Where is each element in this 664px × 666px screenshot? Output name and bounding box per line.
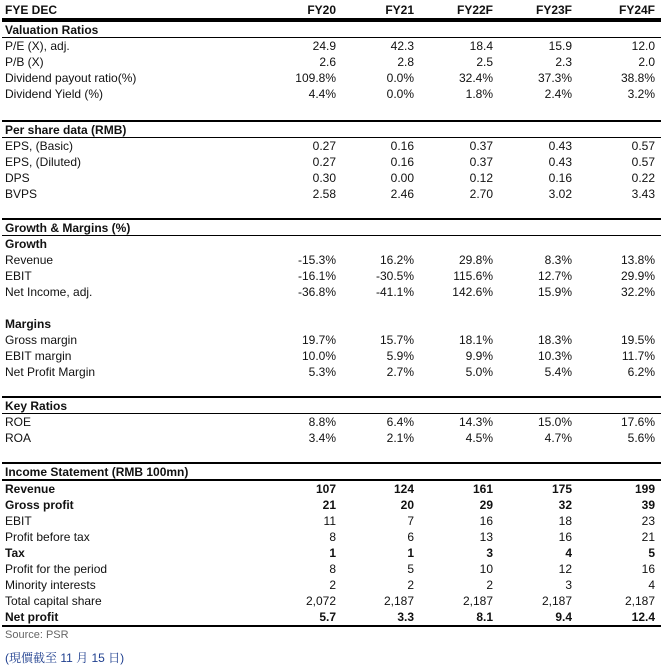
row-label: Net Profit Margin [5, 365, 96, 379]
value-fy21: 5.9% [386, 349, 414, 363]
table-row [2, 284, 661, 300]
table-row [2, 481, 661, 497]
value-fy24f: 0.57 [631, 155, 655, 169]
value-fy23f: 32 [558, 498, 572, 512]
value-fy24f: 16 [641, 562, 655, 576]
value-fy22f: 1.8% [465, 87, 493, 101]
value-fy20: 109.8% [295, 71, 336, 85]
value-fy21: 42.3 [390, 39, 414, 53]
subsection-label-row [2, 316, 661, 332]
value-fy24f: 3.2% [627, 87, 655, 101]
value-fy24f: 5.6% [627, 431, 655, 445]
value-fy22f: 32.4% [458, 71, 493, 85]
value-fy21: 2.46 [390, 187, 414, 201]
row-label: Profit for the period [5, 562, 108, 576]
section-3 [2, 396, 661, 446]
value-fy24f: 17.6% [620, 415, 655, 429]
row-label: EPS, (Diluted) [5, 155, 82, 169]
price-date-note: (現價截至 11 月 15 日) [5, 651, 125, 665]
value-fy20: -15.3% [297, 253, 336, 267]
table-row [2, 170, 661, 186]
value-fy21: 3.3 [397, 610, 414, 624]
header-label: FYE DEC [5, 3, 58, 17]
value-fy22f: 142.6% [452, 285, 493, 299]
column-header-fy23f: FY23F [535, 3, 572, 17]
value-fy23f: 10.3% [537, 349, 572, 363]
column-header-fy20: FY20 [307, 3, 336, 17]
value-fy24f: 38.8% [620, 71, 655, 85]
table-row [2, 430, 661, 446]
value-fy24f: 29.9% [620, 269, 655, 283]
value-fy22f: 2,187 [462, 594, 493, 608]
value-fy22f: 18.4 [469, 39, 493, 53]
value-fy24f: 32.2% [620, 285, 655, 299]
table-row [2, 38, 661, 54]
section-title-text: Per share data (RMB) [5, 123, 127, 137]
section-title-text: Key Ratios [5, 399, 68, 413]
value-fy21: 124 [393, 482, 414, 496]
row-label: Profit before tax [5, 530, 90, 544]
value-fy24f: 23 [641, 514, 655, 528]
row-label: Tax [5, 546, 25, 560]
value-fy23f: 2.3 [555, 55, 572, 69]
value-fy23f: 0.43 [548, 139, 572, 153]
row-label: Growth [5, 237, 47, 251]
section-1 [2, 120, 661, 202]
row-label: EBIT [5, 269, 32, 283]
value-fy22f: 3 [486, 546, 493, 560]
value-fy20: 3.4% [308, 431, 336, 445]
section-spacer [2, 102, 661, 120]
section-4 [2, 462, 661, 627]
table-row [2, 593, 661, 609]
table-row [2, 138, 661, 154]
value-fy22f: 161 [472, 482, 493, 496]
value-fy23f: 2.4% [544, 87, 572, 101]
value-fy22f: 2 [486, 578, 493, 592]
value-fy22f: 16 [479, 514, 493, 528]
value-fy22f: 18.1% [458, 333, 493, 347]
value-fy20: 107 [315, 482, 336, 496]
value-fy21: 15.7% [379, 333, 414, 347]
value-fy20: 0.30 [312, 171, 336, 185]
value-fy20: 10.0% [301, 349, 336, 363]
value-fy23f: 18 [558, 514, 572, 528]
section-title-text: Valuation Ratios [5, 23, 99, 37]
value-fy24f: 39 [641, 498, 655, 512]
value-fy24f: 19.5% [620, 333, 655, 347]
table-row [2, 154, 661, 170]
value-fy21: 2.1% [386, 431, 414, 445]
value-fy23f: 0.43 [548, 155, 572, 169]
section-spacer [2, 446, 661, 462]
value-fy24f: 0.57 [631, 139, 655, 153]
value-fy21: 2.8 [397, 55, 414, 69]
row-label: EPS, (Basic) [5, 139, 74, 153]
section-title [2, 396, 661, 414]
value-fy23f: 3 [565, 578, 572, 592]
section-title-text: Income Statement (RMB 100mn) [5, 465, 189, 479]
row-label: Gross profit [5, 498, 74, 512]
value-fy21: 16.2% [379, 253, 414, 267]
row-label: EBIT margin [5, 349, 72, 363]
value-fy21: 0.0% [386, 71, 414, 85]
value-fy22f: 29 [479, 498, 493, 512]
value-fy23f: 4 [565, 546, 572, 560]
value-fy21: 6 [407, 530, 414, 544]
row-label: Minority interests [5, 578, 96, 592]
value-fy23f: 175 [551, 482, 572, 496]
value-fy22f: 9.9% [465, 349, 493, 363]
value-fy24f: 13.8% [620, 253, 655, 267]
value-fy20: 2,072 [305, 594, 336, 608]
value-fy23f: 9.4 [555, 610, 572, 624]
table-row [2, 186, 661, 202]
table-row [2, 268, 661, 284]
value-fy22f: 0.37 [469, 155, 493, 169]
row-label: Dividend Yield (%) [5, 87, 104, 101]
value-fy21: 1 [407, 546, 414, 560]
section-title [2, 462, 661, 481]
row-label: ROE [5, 415, 32, 429]
section-spacer [2, 380, 661, 396]
header-row [2, 2, 661, 20]
row-label: Total capital share [5, 594, 102, 608]
section-title [2, 218, 661, 236]
value-fy20: 8 [329, 562, 336, 576]
spacer [2, 300, 661, 316]
value-fy21: 6.4% [386, 415, 414, 429]
value-fy23f: 15.0% [537, 415, 572, 429]
section-title-text: Growth & Margins (%) [5, 221, 131, 235]
value-fy24f: 12.0 [631, 39, 655, 53]
table-row [2, 70, 661, 86]
table-row [2, 513, 661, 529]
column-header-fy22f: FY22F [456, 3, 493, 17]
value-fy21: 0.0% [386, 87, 414, 101]
value-fy23f: 15.9 [548, 39, 572, 53]
table-row [2, 577, 661, 593]
value-fy23f: 4.7% [544, 431, 572, 445]
table-row [2, 561, 661, 577]
value-fy20: 24.9 [312, 39, 336, 53]
value-fy20: 19.7% [301, 333, 336, 347]
table-row [2, 414, 661, 430]
value-fy22f: 8.1 [476, 610, 493, 624]
value-fy22f: 0.37 [469, 139, 493, 153]
value-fy23f: 15.9% [537, 285, 572, 299]
column-header-fy24f: FY24F [618, 3, 655, 17]
row-label: DPS [5, 171, 30, 185]
value-fy24f: 3.43 [631, 187, 655, 201]
section-0 [2, 20, 661, 102]
value-fy20: 11 [323, 514, 336, 528]
column-header-fy21: FY21 [385, 3, 414, 17]
value-fy20: 2.58 [312, 187, 336, 201]
section-title [2, 120, 661, 138]
value-fy20: 4.4% [308, 87, 336, 101]
row-label: EBIT [5, 514, 32, 528]
value-fy21: -30.5% [375, 269, 414, 283]
row-label: P/B (X) [5, 55, 44, 69]
value-fy20: 1 [329, 546, 336, 560]
row-label: Net Income, adj. [5, 285, 93, 299]
value-fy23f: 18.3% [537, 333, 572, 347]
value-fy20: 0.27 [312, 155, 336, 169]
table-row [2, 332, 661, 348]
row-label: Dividend payout ratio(%) [5, 71, 137, 85]
value-fy23f: 37.3% [537, 71, 572, 85]
row-label: Revenue [5, 253, 54, 267]
table-row [2, 86, 661, 102]
value-fy22f: 29.8% [458, 253, 493, 267]
value-fy20: -36.8% [297, 285, 336, 299]
value-fy24f: 21 [641, 530, 655, 544]
section-spacer [2, 202, 661, 218]
value-fy22f: 5.0% [465, 365, 493, 379]
section-title [2, 20, 661, 38]
source-note: Source: PSR [5, 629, 69, 641]
value-fy20: 2 [329, 578, 336, 592]
value-fy23f: 0.16 [548, 171, 572, 185]
value-fy20: 2.6 [319, 55, 336, 69]
value-fy21: 0.00 [390, 171, 414, 185]
value-fy22f: 2.70 [469, 187, 493, 201]
value-fy21: 2.7% [386, 365, 414, 379]
value-fy24f: 11.7% [621, 349, 655, 363]
value-fy23f: 12.7% [537, 269, 572, 283]
value-fy22f: 14.3% [458, 415, 493, 429]
value-fy24f: 5 [648, 546, 655, 560]
value-fy22f: 13 [479, 530, 493, 544]
value-fy21: 7 [407, 514, 414, 528]
subsection-label-row [2, 236, 661, 252]
value-fy21: 5 [407, 562, 414, 576]
table-row [2, 497, 661, 513]
row-label: Margins [5, 317, 52, 331]
table-row [2, 364, 661, 380]
value-fy21: 0.16 [390, 139, 414, 153]
value-fy21: 2,187 [383, 594, 414, 608]
table-row [2, 609, 661, 627]
value-fy24f: 2.0 [638, 55, 655, 69]
value-fy21: -41.1% [375, 285, 414, 299]
value-fy23f: 8.3% [544, 253, 572, 267]
value-fy22f: 2.5 [476, 55, 493, 69]
row-label: Net profit [5, 610, 59, 624]
value-fy23f: 3.02 [548, 187, 572, 201]
value-fy24f: 2,187 [624, 594, 655, 608]
value-fy20: 21 [322, 498, 336, 512]
row-label: ROA [5, 431, 32, 445]
value-fy23f: 16 [558, 530, 572, 544]
table-row [2, 252, 661, 268]
value-fy24f: 6.2% [627, 365, 655, 379]
value-fy22f: 115.6% [453, 269, 493, 283]
value-fy20: -16.1% [297, 269, 336, 283]
value-fy24f: 0.22 [631, 171, 655, 185]
value-fy24f: 12.4 [631, 610, 655, 624]
value-fy21: 2 [407, 578, 414, 592]
table-row [2, 54, 661, 70]
table-row [2, 529, 661, 545]
value-fy21: 0.16 [390, 155, 414, 169]
value-fy24f: 199 [634, 482, 655, 496]
value-fy20: 8 [329, 530, 336, 544]
value-fy23f: 12 [558, 562, 572, 576]
row-label: Revenue [5, 482, 56, 496]
value-fy22f: 4.5% [465, 431, 493, 445]
row-label: P/E (X), adj. [5, 39, 70, 53]
value-fy20: 0.27 [312, 139, 336, 153]
row-label: BVPS [5, 187, 38, 201]
section-2 [2, 218, 661, 380]
value-fy23f: 2,187 [541, 594, 572, 608]
value-fy20: 5.3% [308, 365, 336, 379]
financial-summary-table [2, 2, 661, 666]
value-fy23f: 5.4% [544, 365, 572, 379]
value-fy22f: 0.12 [469, 171, 493, 185]
value-fy20: 8.8% [308, 415, 336, 429]
row-label: Gross margin [5, 333, 78, 347]
table-row [2, 545, 661, 561]
value-fy22f: 10 [479, 562, 493, 576]
value-fy24f: 4 [648, 578, 655, 592]
value-fy20: 5.7 [319, 610, 336, 624]
table-row [2, 348, 661, 364]
value-fy21: 20 [400, 498, 414, 512]
